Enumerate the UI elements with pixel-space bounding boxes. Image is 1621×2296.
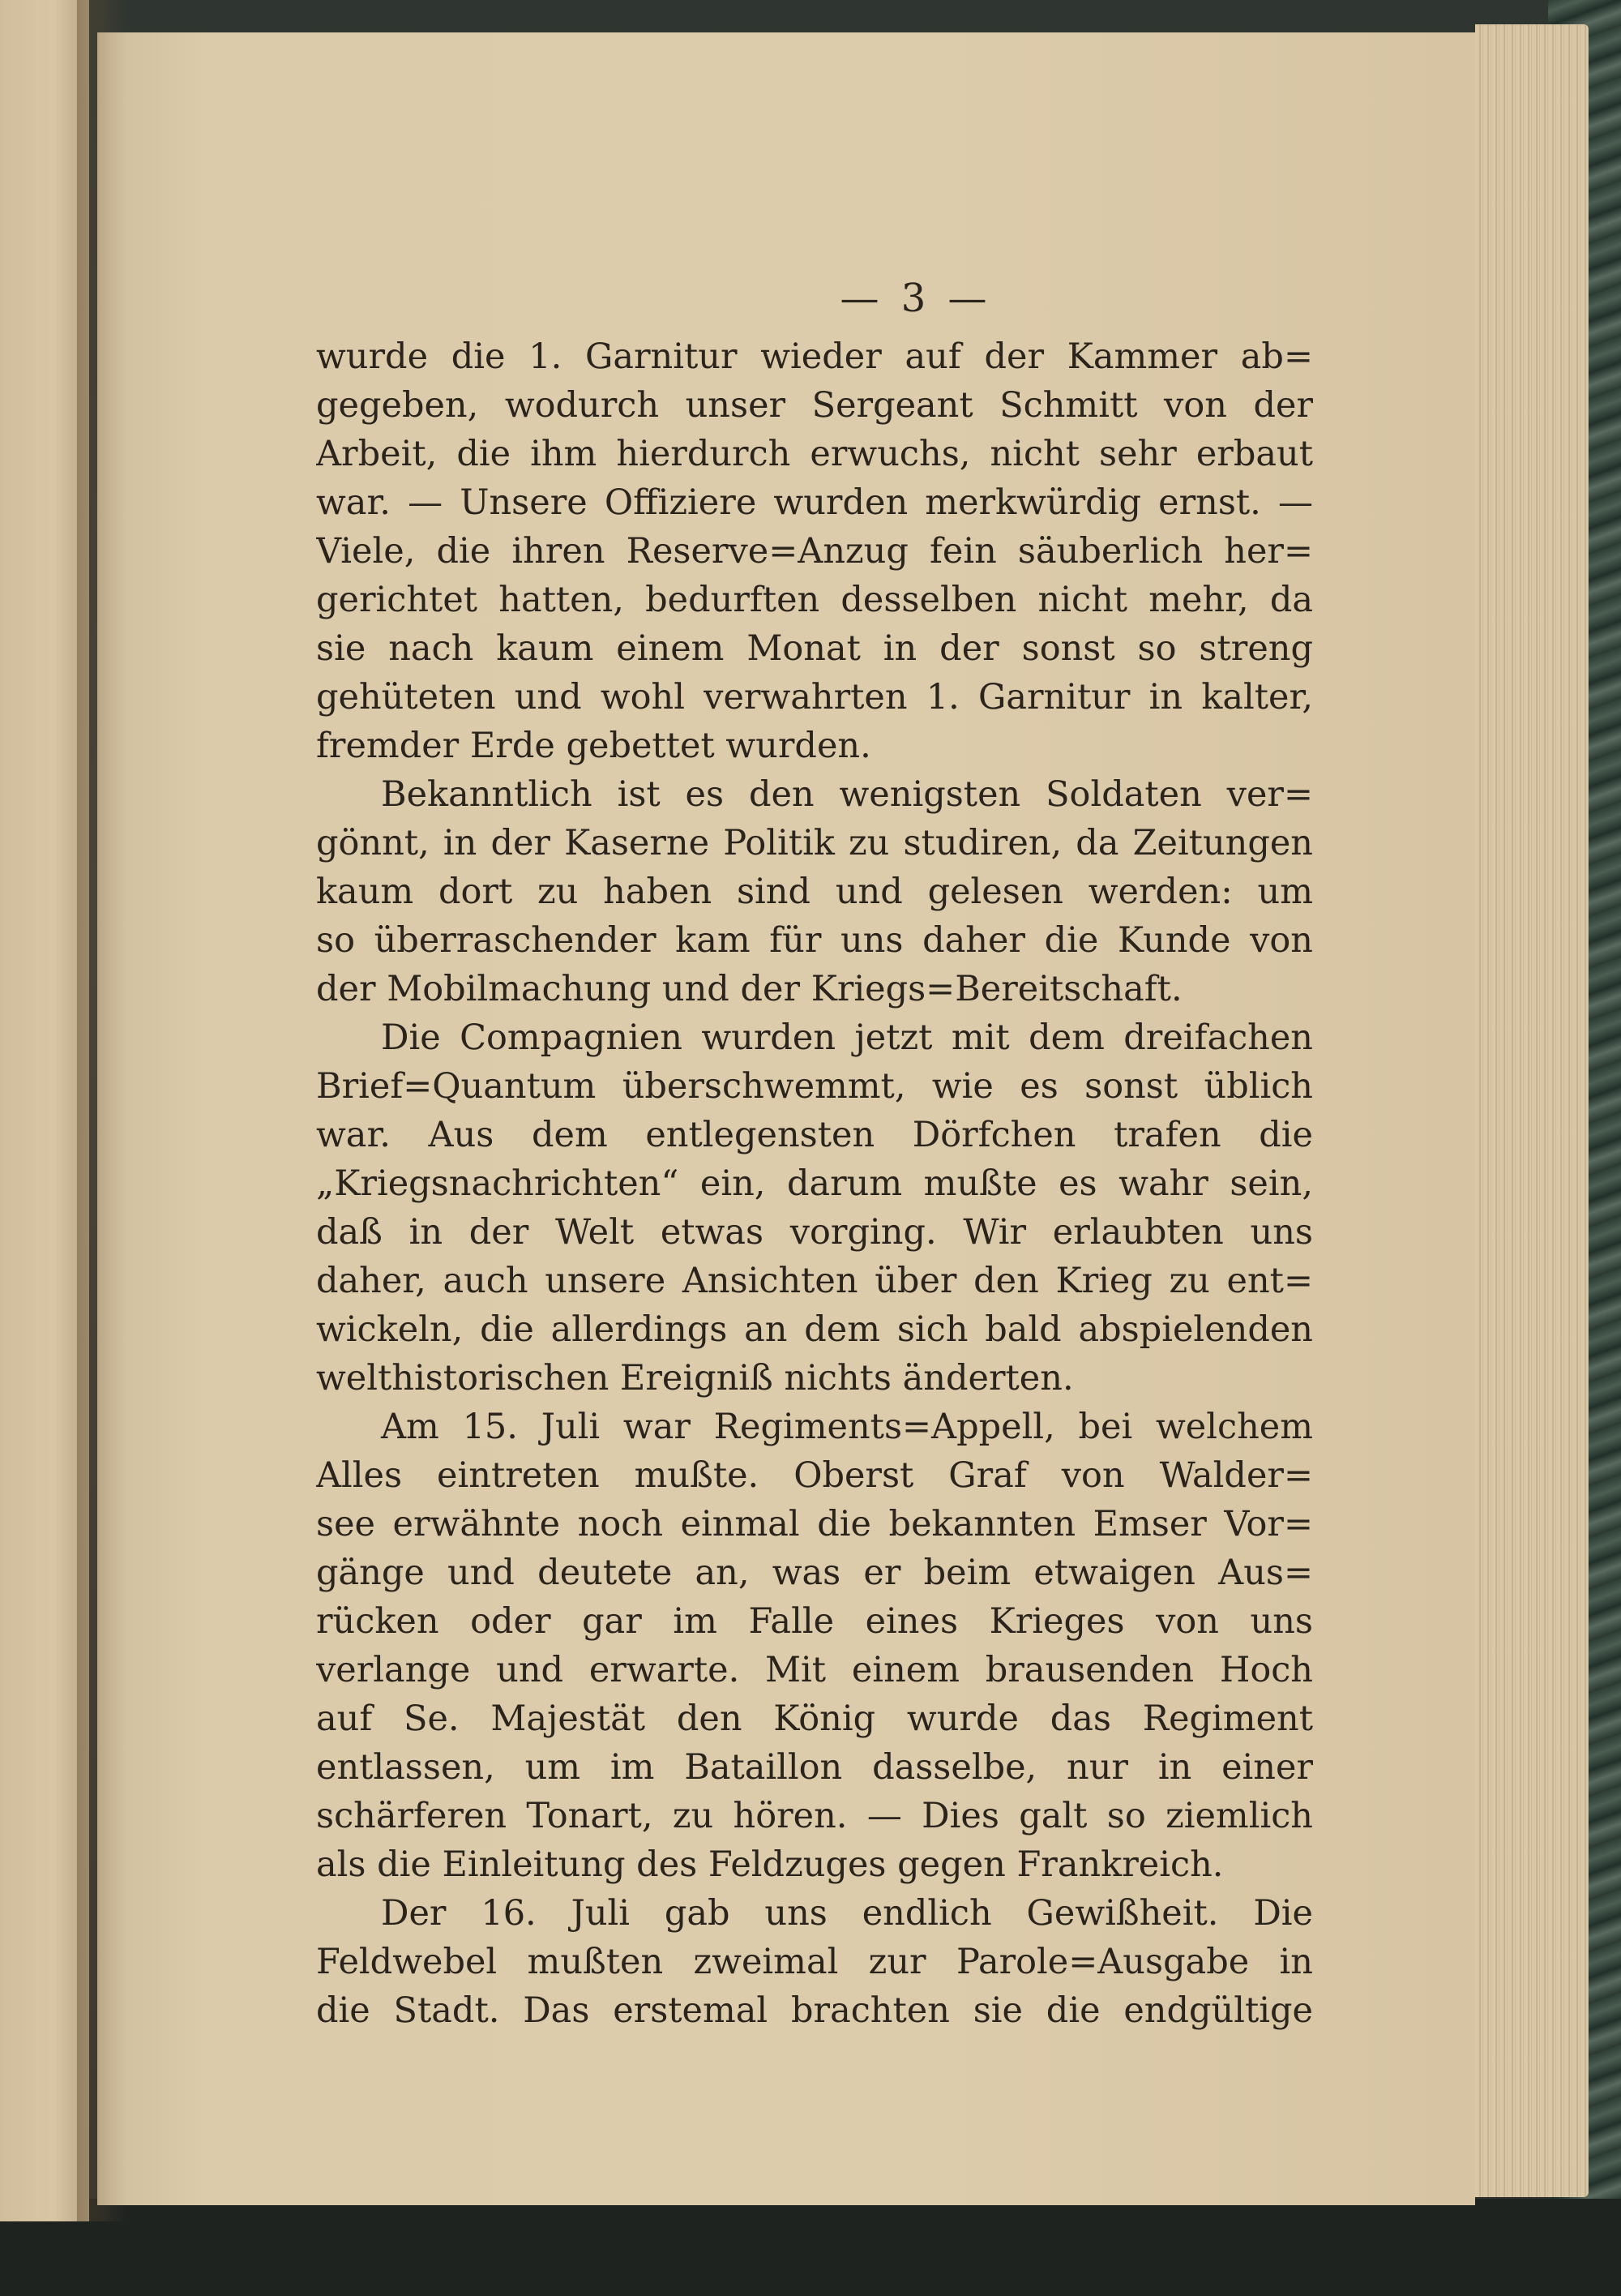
text-line: Die Compagnien wurden jetzt mit dem dreifachen [381,1017,1313,1058]
text-line: daher, auch unsere Ansichten über den Krieg zu ent= [316,1261,1313,1301]
text-line: gehüteten und wohl verwahrten 1. Garnitur in kalter, [316,677,1313,718]
text-line: gönnt, in der Kaserne Politik zu studiren, da Zeitungen [316,823,1313,863]
text-line: auf Se. Majestät den König wurde das Regiment [316,1698,1313,1739]
text-line: Arbeit, die ihm hierdurch erwuchs, nicht sehr erbaut [316,434,1313,474]
text-line: verlange und erwarte. Mit einem brausenden Hoch [316,1650,1313,1690]
text-line: see erwähnte noch einmal die bekannten Emser Vor= [316,1504,1313,1544]
text-line: wurde die 1. Garnitur wieder auf der Kammer ab= [316,336,1313,377]
text-line: als die Einleitung des Feldzuges gegen Frankreich. [316,1844,1224,1885]
text-line: Feldwebel mußten zweimal zur Parole=Ausgabe in [316,1942,1313,1982]
text-line: die Stadt. Das erstemal brachten sie die endgültige [316,1990,1313,2031]
body-text [316,332,1313,2075]
text-line: kaum dort zu haben sind und gelesen werden: um [316,872,1313,912]
text-line: Viele, die ihren Reserve=Anzug fein säuberlich her= [316,531,1313,572]
text-line: gerichtet hatten, bedurften desselben nicht mehr, da [316,580,1313,620]
text-line: sie nach kaum einem Monat in der sonst so streng [316,628,1313,669]
text-line: entlassen, um im Bataillon dasselbe, nur in einer [316,1747,1313,1788]
text-line: fremder Erde gebettet wurden. [316,726,871,766]
text-line: Am 15. Juli war Regiments=Appell, bei welchem [381,1407,1313,1447]
text-line: Der 16. Juli gab uns endlich Gewißheit. Die [381,1893,1313,1934]
text-line: welthistorischen Ereigniß nichts änderten. [316,1358,1074,1399]
text-line: rücken oder gar im Falle eines Krieges von uns [316,1601,1313,1642]
text-line: daß in der Welt etwas vorging. Wir erlaubten uns [316,1212,1313,1253]
text-line: Brief=Quantum überschwemmt, wie es sonst üblich [316,1066,1313,1107]
text-line: schärferen Tonart, zu hören. — Dies galt so ziemlich [316,1796,1313,1836]
page-number: — 3 — [840,276,992,321]
table-surface [0,2199,1621,2296]
text-line: Bekanntlich ist es den wenigsten Soldaten ver= [381,774,1313,815]
text-line: gänge und deutete an, was er beim etwaigen Aus= [316,1553,1313,1593]
text-line: der Mobilmachung und der Kriegs=Bereitschaft. [316,969,1183,1009]
text-line: Alles eintreten mußte. Oberst Graf von Walder= [316,1455,1313,1496]
page-stack-edge [1475,24,1589,2197]
gutter-shadow [77,0,126,2221]
text-line: war. — Unsere Offiziere wurden merkwürdig ernst. — [316,482,1313,523]
text-line: so überraschender kam für uns daher die Kunde von [316,920,1313,961]
text-line: war. Aus dem entlegensten Dörfchen trafen die [316,1115,1313,1155]
text-line: wickeln, die allerdings an dem sich bald abspielenden [316,1309,1313,1350]
left-page-edge [0,0,89,2221]
text-line: „Kriegsnachrichten“ ein, darum mußte es wahr sein, [316,1163,1313,1204]
text-line: gegeben, wodurch unser Sergeant Schmitt von der [316,385,1313,426]
